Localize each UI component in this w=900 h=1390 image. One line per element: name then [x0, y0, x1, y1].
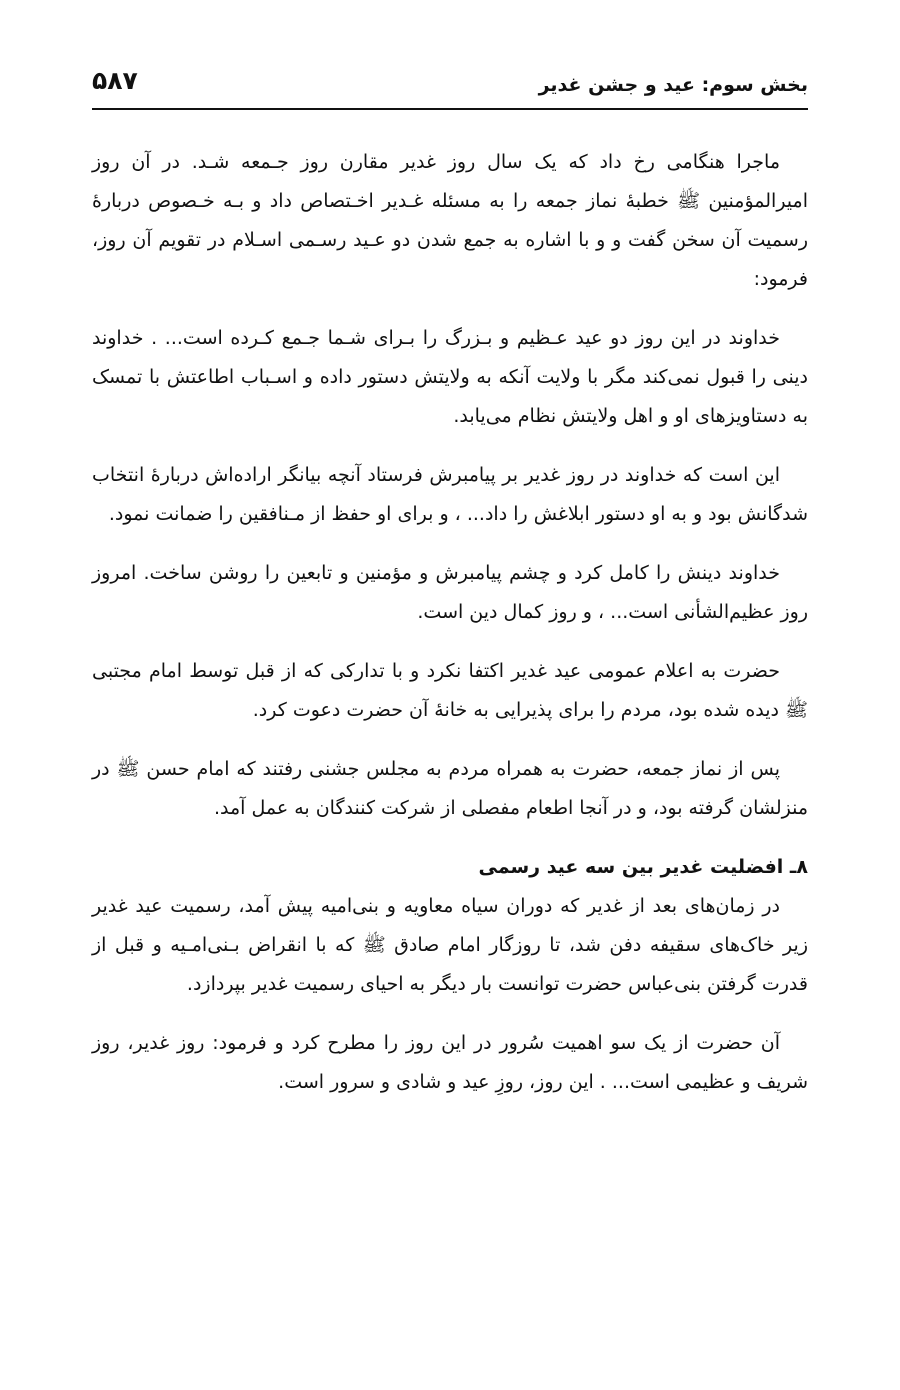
paragraph: ماجرا هنگامی رخ داد که یک سال روز غدیر مقارن روز جـمعه شـد. در آن روز امیرالمؤمنین ﷺ خطبهٔ نماز جمعه را به مسئله غـدیر اخـتصاص داد و بـه خـصوص دربارهٔ رسمیت آن سخن گفت و و با اشاره به جمع شدن دو عـید رسـمی اسـلام در تقویم آن روز، فرمود:: [92, 151, 808, 290]
quote-paragraph: خداوند دینش را کامل کرد و چشم پیامبرش و مؤمنین و تابعین را روشن ساخت. امروز روز عظیم‌الشأنی است... ، و روز کمال دین است.: [92, 562, 808, 623]
paragraph: آن حضرت از یک سو اهمیت سُرور در این روز را مطرح کرد و فرمود: روز غدیر، روز شریف و عظیمی است... . این روز، روزِ عید و شادی و سرور است.: [92, 1032, 808, 1093]
page-number: ۵۸۷: [92, 66, 138, 95]
section-heading: ۸ـ افضلیت غدیر بین سه عید رسمی: [478, 856, 808, 878]
paragraph: این است که خداوند در روز غدیر بر پیامبرش فرستاد آنچه بیانگر اراده‌اش دربارهٔ انتخاب شدگانش بود و به او دستور ابلاغش را داد... ، و برای او حفظ از مـنافقین را ضمانت نمود.: [92, 464, 808, 525]
page-header: [92, 52, 808, 110]
page-body: [92, 143, 808, 1102]
quote-paragraph: خداوند در این روز دو عید عـظیم و بـزرگ را بـرای شـما جـمع کـرده است... . خداوند دینی را قبول نمی‌کند مگر با ولایت آنکه به ولایتش دستور داده و اسـباب اطاعتش با تمسک به دستاویزهای او و اهل ولایتش نظام می‌یابد.: [92, 327, 808, 427]
running-header-title: بخش سوم: عید و جشن غدیر: [538, 74, 808, 96]
paragraph: پس از نماز جمعه، حضرت به همراه مردم به مجلس جشنی رفتند که امام حسن ﷺ در منزلشان گرفته بود، و در آنجا اطعام مفصلی از شرکت کنندگان به عمل آمد.: [92, 758, 808, 819]
paragraph: حضرت به اعلام عمومی عید غدیر اکتفا نکرد و با تدارکی که از قبل توسط امام مجتبی ﷺ دیده شده بود، مردم را برای پذیرایی به خانهٔ آن حضرت دعوت کرد.: [92, 660, 808, 721]
paragraph: در زمان‌های بعد از غدیر که دوران سیاه معاویه و بنی‌امیه پیش آمد، رسمیت عید غدیر زیر خاک‌های سقیفه دفن شد، تا روزگار امام صادق ﷺ که با انقراض بـنی‌امـیه و قبل از قدرت گرفتن بنی‌عباس حضرت توانست بار دیگر به احیای رسمیت غدیر بپردازد.: [92, 895, 808, 995]
